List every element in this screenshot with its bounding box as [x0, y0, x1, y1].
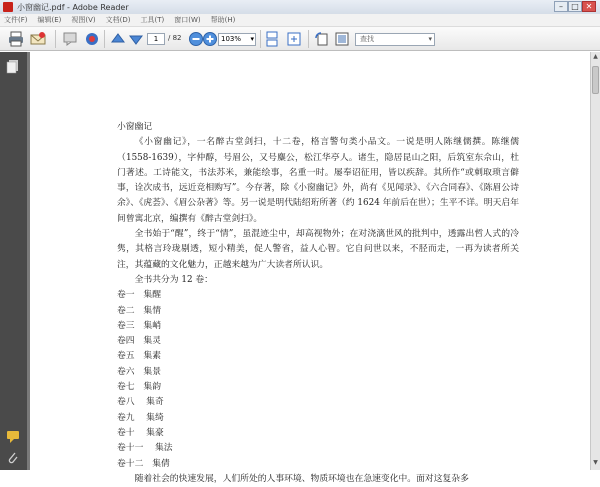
scrolling-mode-icon[interactable] — [264, 31, 280, 47]
print-icon[interactable] — [8, 31, 24, 47]
scrollbar-thumb[interactable] — [592, 66, 599, 94]
attachments-panel-icon[interactable] — [7, 451, 19, 465]
pdf-file-icon — [3, 2, 13, 12]
read-mode-icon[interactable] — [334, 31, 350, 47]
zoom-level-select[interactable]: 103% ▾ — [218, 33, 256, 46]
page-content — [117, 120, 519, 487]
maximize-button[interactable]: □ — [568, 1, 582, 12]
close-button[interactable]: ✕ — [582, 1, 596, 12]
volume-item: 卷十 集豪 — [117, 427, 164, 438]
pages-panel-icon[interactable] — [7, 60, 19, 74]
vertical-scrollbar[interactable] — [590, 52, 600, 470]
menu-document[interactable]: 文档(D) — [105, 16, 131, 24]
volume-item: 卷八 集奇 — [117, 397, 164, 408]
window-titlebar — [0, 0, 600, 14]
menu-help[interactable]: 帮助(H) — [210, 16, 236, 24]
volume-item: 卷四 集灵 — [117, 336, 161, 347]
volume-item: 卷十一 集法 — [117, 443, 173, 454]
volume-item: 卷一 集醒 — [117, 290, 161, 301]
pdf-page — [30, 52, 590, 482]
paragraph-summary: 全书始于“醒”，终于“情”，虽混迹尘中，却高视物外；在对浇漓世风的批判中，透露出哲人式的冷隽，其格言玲珑剔透，短小精美，促人警省，益人心智。它自问世以来，不胫而走，一再为读者所关注，其蕴藏的文化魅力，正越来越为广大读者所认识。 — [117, 229, 519, 270]
minimize-button[interactable]: – — [554, 1, 568, 12]
security-icon[interactable] — [84, 31, 100, 47]
menu-edit[interactable]: 编辑(E) — [37, 16, 62, 24]
menu-tools[interactable]: 工具(T) — [140, 16, 165, 24]
scroll-down-icon[interactable]: ▼ — [593, 459, 598, 466]
menu-view[interactable]: 视图(V) — [71, 16, 96, 24]
email-icon[interactable] — [30, 31, 46, 47]
menu-file[interactable]: 文件(F) — [4, 16, 28, 24]
comments-panel-icon[interactable] — [7, 430, 19, 444]
scroll-up-icon[interactable]: ▲ — [593, 53, 598, 60]
page-number-input[interactable]: 1 — [147, 33, 165, 45]
volume-item: 卷九 集绮 — [117, 412, 164, 423]
volume-item: 卷三 集峭 — [117, 320, 161, 331]
find-input[interactable]: 查找 ▾ — [355, 33, 435, 46]
rotate-view-icon[interactable] — [314, 31, 330, 47]
paragraph-volume-count: 全书共分为 12 卷： — [134, 274, 213, 285]
volume-item: 卷六 集景 — [117, 366, 161, 377]
volume-item: 卷五 集素 — [117, 351, 161, 362]
document-viewer[interactable] — [27, 52, 600, 484]
volume-item: 卷十二 集倩 — [117, 458, 170, 469]
menu-bar — [0, 14, 600, 27]
previous-page-icon[interactable] — [110, 31, 126, 47]
paragraph-tail: 随着社会的快速发展，人们所处的人事环境、物质环境也在急速变化中。面对这复杂多 — [134, 473, 469, 484]
page-total: / 82 — [168, 34, 182, 42]
volume-item: 卷二 集情 — [117, 305, 161, 316]
volume-item: 卷七 集韵 — [117, 382, 161, 393]
navigation-pane — [0, 52, 27, 470]
document-heading: 小窗幽记 — [117, 122, 153, 132]
menu-window[interactable]: 窗口(W) — [174, 16, 201, 24]
main-toolbar — [0, 27, 600, 51]
fit-page-icon[interactable] — [286, 31, 302, 47]
zoom-in-icon[interactable] — [202, 31, 218, 47]
next-page-icon[interactable] — [128, 31, 144, 47]
comment-icon[interactable] — [62, 31, 78, 47]
paragraph-intro: 《小窗幽记》，一名醉古堂剑扫，十二卷，格言警句类小品文。一说是明人陈继儒撰。陈继儒（1558-1639），字仲醇，号眉公，又号麋公，松江华亭人。诸生，隐居昆山之阳，后筑室东佘山，杜门著述。工诗能文，书法苏米，兼能绘事，名重一时。屡奉诏征用，皆以疾辞。其所作“或刺取琐言僻事，诠次成书，远近竞相购写”。今存著，除《小窗幽记》外，尚有《见闻录》、《六合同春》、《陈眉公诗余》、《虎荟》、《眉公杂著》等。另一说是明代陆绍珩所著（约 1624 年前后在世）；生平不详。明天启年间曾寓北京，编撰有《醉古堂剑扫》。 — [117, 137, 519, 224]
window-title: 小窗幽记.pdf - Adobe Reader — [17, 2, 129, 12]
